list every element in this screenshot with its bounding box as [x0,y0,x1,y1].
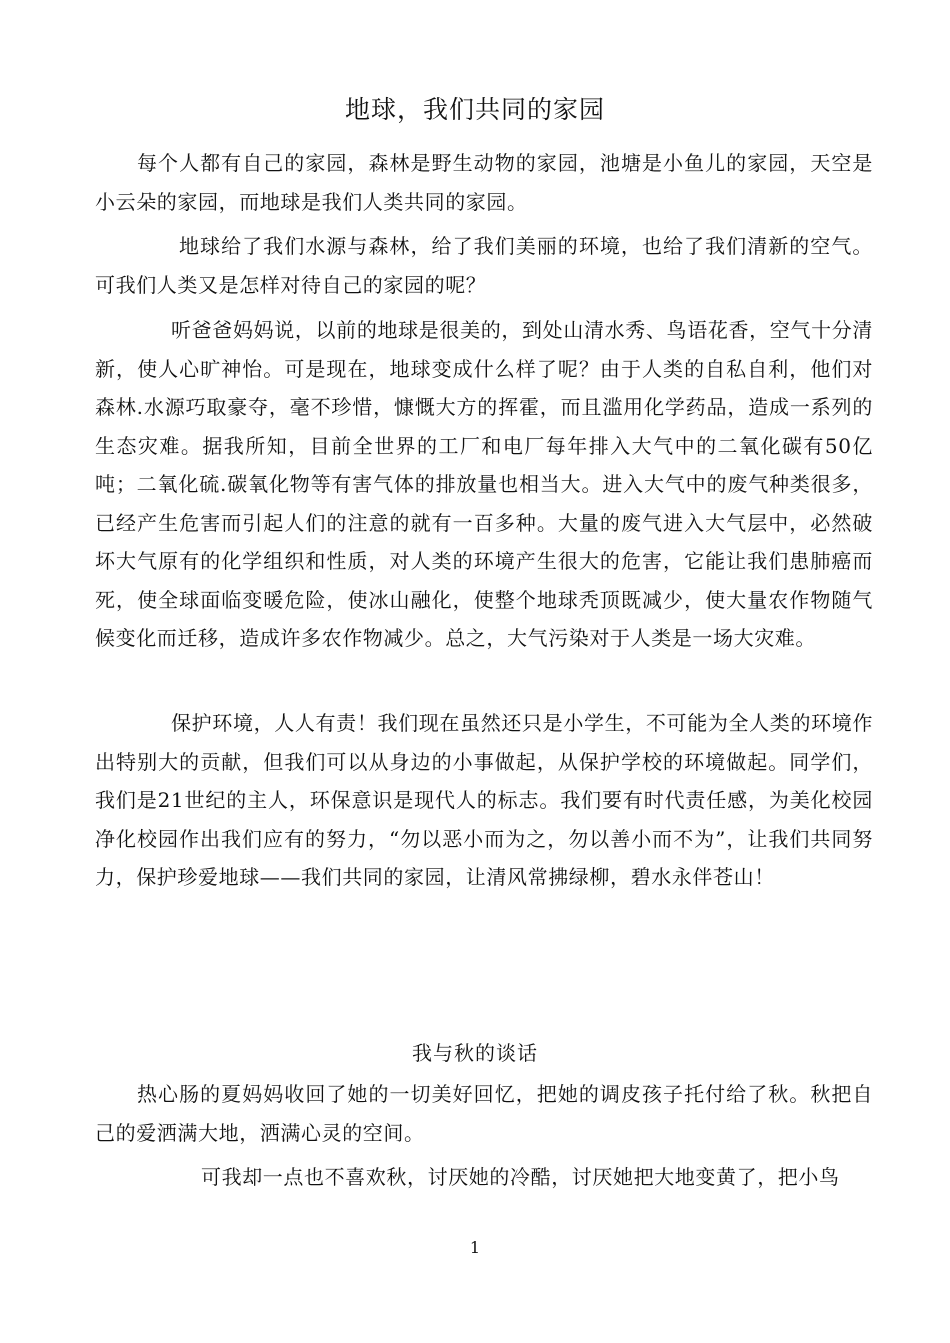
second-essay-paragraph-2: 可我却一点也不喜欢秋，讨厌她的冷酷，讨厌她把大地变黄了，把小鸟 [201,1165,840,1189]
paragraph-3: 听爸爸妈妈说，以前的地球是很美的，到处山清水秀、鸟语花香，空气十分清新，使人心旷神怡。可是现在，地球变成什么样了呢？由于人类的自私自利，他们对森林.水源巧取豪夺，毫不珍惜，慷慨大方的挥霍，而且滥用化学药品，造成一系列的生态灾难。据我所知，目前全世界的工厂和电厂每年排入大气中的二氧化碳有50亿吨；二氧化硫.碳氧化物等有害气体的排放量也相当大。进入大气中的废气种类很多，已经产生危害而引起人们的注意的就有一百多种。大量的废气进入大气层中，必然破坏大气原有的化学组织和性质，对人类的环境产生很大的危害，它能让我们患肺癌而死，使全球面临变暖危险，使冰山融化，使整个地球秃顶既减少，使大量农作物随气候变化而迁移，造成许多农作物减少。总之，大气污染对于人类是一场大灾难。 [95,318,873,650]
page-title: 地球，我们共同的家园 [344,95,605,124]
paragraph-4: 保护环境，人人有责！我们现在虽然还只是小学生，不可能为全人类的环境作出特别大的贡献，但我们可以从身边的小事做起，从保护学校的环境做起。同学们，我们是21世纪的主人，环保意识是现代人的标志。我们要有时代责任感，为美化校园净化校园作出我们应有的努力，“勿以恶小而为之，勿以善小而不为”，让我们共同努力，保护珍爱地球——我们共同的家园，让清风常拂绿柳，碧水永伴苍山！ [95,711,873,889]
second-essay-paragraph-1: 热心肠的夏妈妈收回了她的一切美好回忆，把她的调皮孩子托付给了秋。秋把自己的爱洒满大地，洒满心灵的空间。 [95,1082,873,1145]
paragraph-2: 地球给了我们水源与森林，给了我们美丽的环境，也给了我们清新的空气。可我们人类又是怎样对待自己的家园的呢？ [95,234,873,297]
paragraph-1: 每个人都有自己的家园，森林是野生动物的家园，池塘是小鱼儿的家园，天空是小云朵的家园，而地球是我们人类共同的家园。 [95,151,873,214]
page-number: 1 [469,1238,481,1257]
second-essay-title: 我与秋的谈话 [412,1041,538,1065]
